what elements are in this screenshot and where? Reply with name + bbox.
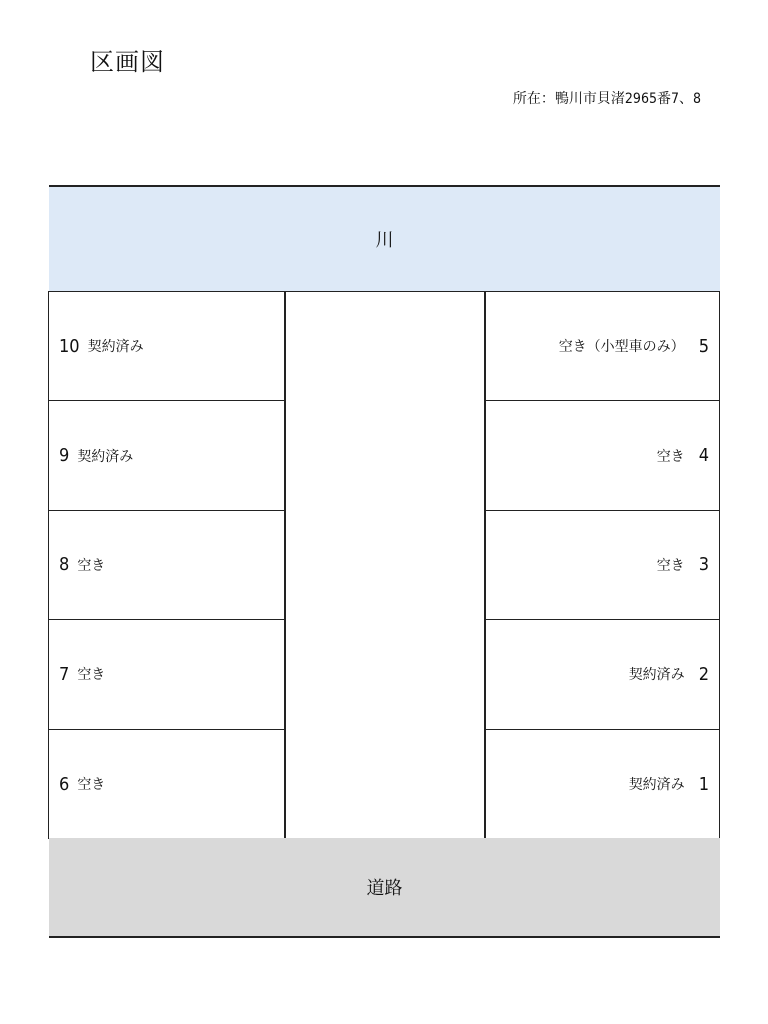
lot-status: 空き	[77, 557, 106, 574]
lot-3[interactable]	[485, 511, 719, 620]
location-text: 所在：鴨川市貝渚2965番7、8	[512, 91, 701, 107]
river-area	[49, 185, 720, 291]
lot-number: 8	[59, 554, 70, 576]
lot-6[interactable]	[49, 730, 285, 839]
lot-number: 2	[698, 663, 709, 685]
lot-status: 契約済み	[77, 448, 134, 465]
lot-status: 空き	[656, 448, 685, 465]
lot-7[interactable]	[49, 620, 285, 729]
lot-number: 3	[698, 554, 709, 576]
lot-number: 4	[698, 445, 709, 467]
lot-number: 7	[59, 663, 70, 685]
lot-8[interactable]	[49, 511, 285, 620]
lot-4[interactable]	[485, 401, 719, 510]
left-lots-column	[48, 291, 286, 839]
lot-number: 1	[698, 773, 709, 795]
lot-number: 9	[59, 445, 70, 467]
lot-5[interactable]	[485, 292, 719, 401]
lot-1[interactable]	[485, 730, 719, 839]
lot-9[interactable]	[49, 401, 285, 510]
page-title: 区画図	[90, 48, 165, 76]
lot-status: 空き	[77, 777, 106, 794]
road-area	[49, 838, 720, 938]
lot-status: 契約済み	[87, 339, 144, 356]
river-label: 川	[375, 230, 394, 251]
road-label: 道路	[366, 878, 403, 899]
lot-status: 空き	[77, 667, 106, 684]
lot-number: 6	[59, 773, 70, 795]
lot-status: 契約済み	[628, 667, 685, 684]
lot-number: 10	[59, 335, 80, 357]
lot-number: 5	[698, 335, 709, 357]
lot-status: 契約済み	[628, 777, 685, 794]
right-lots-column	[484, 291, 720, 839]
lot-10[interactable]	[49, 292, 285, 401]
lot-status: 空き	[656, 557, 685, 574]
lot-2[interactable]	[485, 620, 719, 729]
center-aisle	[284, 291, 486, 839]
lot-status: 空き（小型車のみ）	[558, 339, 685, 356]
